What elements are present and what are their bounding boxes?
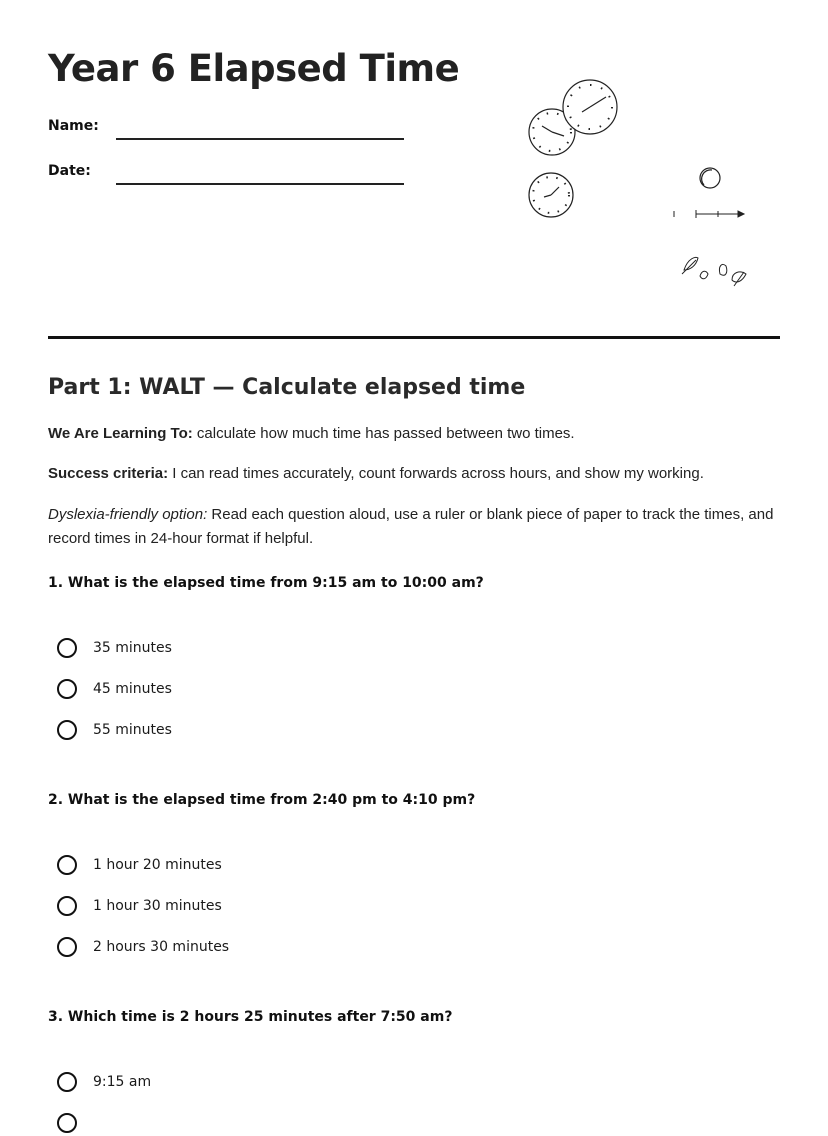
clock-icon: [563, 80, 617, 134]
question-3: 3. Which time is 2 hours 25 minutes after 7:50 am?: [48, 1009, 453, 1025]
name-field[interactable]: [116, 138, 404, 140]
success-criteria-paragraph: [48, 462, 778, 486]
question-2-option-3[interactable]: [57, 934, 229, 960]
walt-label: We Are Learning To:: [48, 425, 193, 442]
radio-button[interactable]: [57, 937, 77, 957]
leaves-icon: [682, 257, 746, 286]
question-2: 2. What is the elapsed time from 2:40 pm to 4:10 pm?: [48, 792, 476, 808]
date-label: Date:: [48, 163, 91, 179]
question-1-option-3[interactable]: [57, 717, 172, 743]
success-criteria-label: Success criteria:: [48, 465, 169, 482]
walt-paragraph: [48, 422, 778, 446]
dyslexia-option-text: Read each question aloud, use a ruler or blank piece of paper to track the times, and record times in 24-hour format if helpful.: [48, 506, 774, 547]
timeline-arrow-icon: [674, 210, 744, 218]
option-label: 1 hour 30 minutes: [93, 898, 222, 914]
walt-text: calculate how much time has passed between two times.: [192, 425, 575, 442]
question-2-option-2[interactable]: [57, 893, 222, 919]
question-3-option-1[interactable]: [57, 1069, 151, 1095]
option-label: 35 minutes: [93, 640, 172, 656]
dyslexia-option-label: Dyslexia-friendly option:: [48, 506, 208, 523]
option-label: 9:15 am: [93, 1074, 152, 1090]
question-1-option-2[interactable]: [57, 676, 172, 702]
date-field[interactable]: [116, 183, 404, 185]
option-label: 2 hours 30 minutes: [93, 939, 230, 955]
radio-button[interactable]: [57, 896, 77, 916]
question-3-option-2[interactable]: [57, 1110, 93, 1136]
dyslexia-option-paragraph: [48, 503, 778, 551]
moon-icon: [700, 168, 720, 188]
name-label: Name:: [48, 118, 99, 134]
radio-button[interactable]: [57, 1072, 77, 1092]
radio-button[interactable]: [57, 855, 77, 875]
part-1-title: Part 1: WALT — Calculate elapsed time: [48, 375, 526, 400]
clock-icon: [529, 173, 573, 217]
question-1: 1. What is the elapsed time from 9:15 am to 10:00 am?: [48, 575, 484, 591]
question-2-option-1[interactable]: [57, 852, 222, 878]
option-label: 55 minutes: [93, 722, 172, 738]
option-label: 45 minutes: [93, 681, 172, 697]
time-illustration: [520, 70, 790, 300]
radio-button[interactable]: [57, 1113, 77, 1133]
radio-button[interactable]: [57, 720, 77, 740]
section-divider: [48, 336, 780, 339]
radio-button[interactable]: [57, 679, 77, 699]
page-title: Year 6 Elapsed Time: [48, 47, 460, 90]
success-criteria-text: I can read times accurately, count forwards across hours, and show my working.: [168, 465, 704, 482]
option-label: 1 hour 20 minutes: [93, 857, 222, 873]
question-1-option-1[interactable]: [57, 635, 172, 661]
radio-button[interactable]: [57, 638, 77, 658]
